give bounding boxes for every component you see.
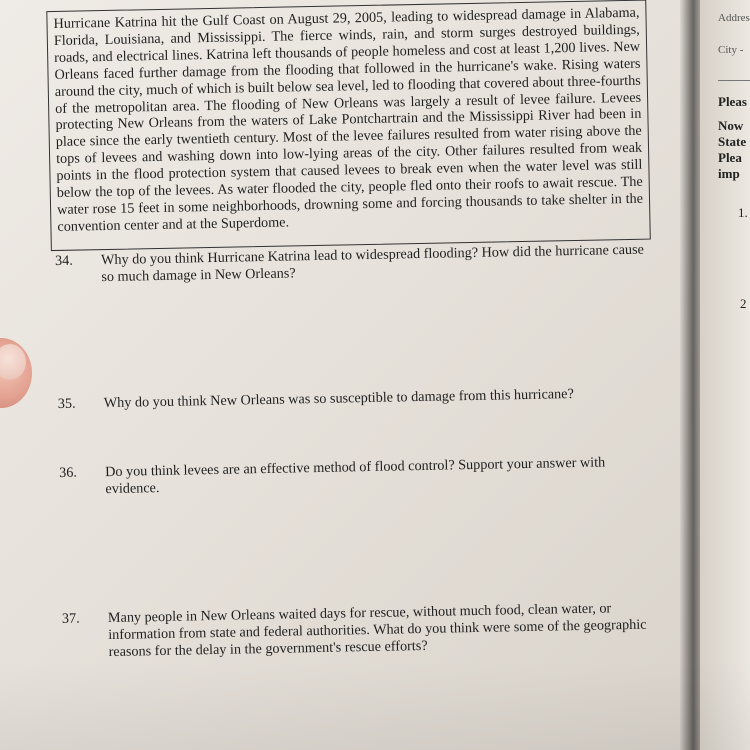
facing-page-state: State (718, 134, 747, 149)
question-number: 34. (54, 252, 73, 269)
facing-page-item-2: 2 (740, 296, 747, 311)
facing-page-plea: Plea (718, 150, 742, 165)
facing-page-item-1: 1. (738, 205, 748, 220)
facing-page-rule (718, 80, 750, 81)
question-text: Do you think levees are an effective method of flood control? Support your answer with evidence. (105, 454, 606, 498)
question-number: 36. (59, 464, 78, 481)
facing-page-address: Addres (718, 12, 750, 24)
question-text: Why do you think Hurricane Katrina lead to widespread flooding? How did the hurricane cause so much damage in New Orleans? (100, 241, 645, 286)
reading-passage-box (46, 0, 650, 251)
facing-page (700, 0, 750, 750)
question-text: Many people in New Orleans waited days for rescue, without much food, clean water, or information from state and federal authorities. What do you think were some of the geographic reasons for the delay in the government's rescue efforts? (107, 600, 647, 661)
reading-passage: Hurricane Katrina hit the Gulf Coast on August 29, 2005, leading to widespread damage in Alabama, Florida, Louisiana, and Mississippi. The fierce winds, rain, and storm surges destroyed buildings, roads, and electrical lines. Katrina left thousands of people homeless and cost at least 1,200 lives. New Orleans faced further damage from the flooding that followed in the hurricane's wake. Rising waters around the city, much of which is built below sea level, led to flooding that covered about three-fourths of the metropolitan area. The flooding of New Orleans was largely a result of levee failure. Levees protecting New Orleans from the waters of Lake Pontchartrain and the Mississippi River had been in place since the early twentieth century. Most of the levee failures resulted from water rising above the tops of levees and washing down into low-lying areas of the city. Other failures resulted from weak points in the flood protection system that caused levees to break even when the water level was still below the top of the levees. As water flooded the city, people fled onto their roofs to await rescue. The water rose 15 feet in some neighborhoods, drowning some and forcing thousands to take shelter in the convention center and at the Superdome. (53, 4, 644, 235)
question-35 (58, 384, 658, 413)
facing-page-imp: imp (718, 166, 740, 181)
question-text: Why do you think New Orleans was so susceptible to damage from this hurricane? (103, 386, 574, 412)
question-number: 35. (57, 395, 76, 412)
question-36 (59, 453, 660, 499)
question-37 (62, 599, 663, 662)
facing-page-please: Pleas (718, 94, 747, 109)
question-number: 37. (61, 610, 80, 627)
facing-page-now: Now (718, 118, 744, 133)
facing-page-city: City - (718, 44, 744, 56)
lighting-shadow (0, 660, 750, 750)
